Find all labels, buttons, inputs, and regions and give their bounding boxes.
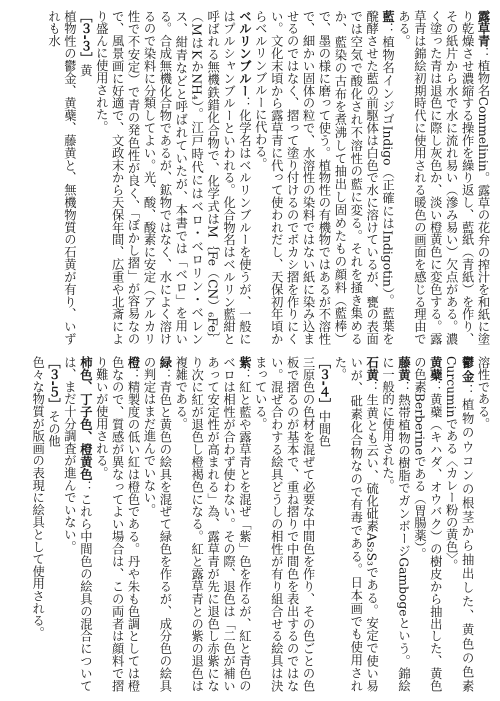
paragraph-text: 三原色の色材を混ぜて必要な中間色を作り、その色ごとの色板で摺るのが基本で、重ね摺りで中間色を表出するのではない。混ぜ合わする絵具どうしの相性が有り組合せる絵具は決まっている。 bbox=[253, 356, 316, 692]
term-heading: 橙 bbox=[126, 356, 141, 369]
term-heading: 藤黄 bbox=[396, 356, 411, 382]
term-heading: 柿色、丁子色、橙黄色 bbox=[78, 356, 93, 481]
term-heading: 緑 bbox=[157, 356, 172, 369]
term-heading: 紫 bbox=[237, 356, 252, 369]
paragraph-green bbox=[140, 356, 172, 692]
section-title: 黄 bbox=[78, 64, 93, 77]
paragraph-orpiment bbox=[331, 356, 379, 692]
paragraph-text: 植物性の鬱金、黄蘗、藤黄と、無機物質の石黄が有り、いずれも水 bbox=[46, 10, 77, 345]
term-heading: 鬱金 bbox=[460, 356, 475, 385]
paragraph-text: 色々な物質が版画の表現に絵具として使用される。 bbox=[30, 356, 45, 639]
paragraph-phellodendron bbox=[410, 356, 442, 692]
paragraph-tsuyukusa-blue bbox=[395, 10, 490, 345]
paragraph-orange bbox=[92, 356, 140, 692]
paragraph-text: ：植物名Commelinin。露草の花弁の搾汁を和紙に塗り乾燥させ濃縮する操作を繰り返し、藍紙（青紙）を作り、その紙片から水で水に流れ易い（滲み易い）欠点がある。濃く塗った青は退色に際し灰色か、淡い橙黄色に変色する。露草青は錦絵初期時代に使用される暖色の画面を感じる理由である。 bbox=[396, 10, 490, 345]
upper-text-block bbox=[10, 10, 490, 345]
paragraph-text: ：植物のウコンの根茎から抽出した、黄色の色素Curcuminである〈カレー粉の黄色〉。 bbox=[444, 356, 475, 692]
section-title: その他 bbox=[46, 410, 61, 448]
lower-text-block bbox=[10, 356, 490, 692]
paragraph-gamboge bbox=[379, 356, 411, 692]
paragraph-text: ：これら中間色の絵具の混合については、まだ十分調査が進んでいない。 bbox=[62, 356, 93, 692]
paragraph-yellow-intro-cont bbox=[474, 356, 490, 692]
term-heading: 黄蘗 bbox=[428, 356, 443, 381]
paragraph-text: ：黄蘗（キハダ、オウバク）の樹皮から抽出した、黄色の色素Berberineである（胃腸薬）。 bbox=[412, 356, 443, 692]
paragraph-turmeric bbox=[442, 356, 474, 692]
section-number: ［３-３］ bbox=[78, 10, 93, 65]
paragraph-text: ：熱帯植物の樹脂でガンボージGambogeという。錦絵に一般的に使用された。 bbox=[380, 356, 411, 692]
section-heading-3-3 bbox=[76, 10, 92, 345]
paragraph-berlin-blue bbox=[92, 10, 251, 345]
term-heading: ベルリンブルー bbox=[237, 10, 252, 97]
section-heading-3-4 bbox=[315, 356, 331, 692]
paragraph-text: 溶性である。 bbox=[476, 356, 490, 430]
section-number: ［３-４］ bbox=[316, 356, 331, 411]
paragraph-purple bbox=[172, 356, 252, 692]
paragraph-yellow-intro bbox=[45, 10, 77, 345]
term-heading: 藍 bbox=[380, 10, 395, 23]
paragraph-text: ：植物名インジゴIndigo（正確にはIndigotin）。藍葉を醗酵させた藍の前駆体は白色で水に溶けているが、甕の表面では空気で酸化され不溶性の藍に変る。それを掻き集めるか、藍染の古布を煮沸して抽出し固めたもの顔料（藍棒）で、墨の様に磨って使う。植物性の有機物ではあるが不溶性で、細かい固体の粒で、水溶性の染料ではない紙に染み込ませるのではなく、摺って塗り付けるのでボカシ摺を作りにくい。文化末頃から露草青に代って使われだし、天保初年頃からベルリンブルーに代わる。 bbox=[253, 10, 395, 345]
section-number: ［３-５］ bbox=[46, 356, 61, 411]
paragraph-indigo bbox=[251, 10, 394, 345]
paragraph-intermediate-intro bbox=[251, 356, 315, 692]
paragraph-text: ：青色と黄色の絵具を混ぜて緑色を作るが、成分色の絵具の判定はまだ進んでいない。 bbox=[141, 356, 172, 692]
section-heading-3-5 bbox=[45, 356, 61, 692]
term-heading: 露草青 bbox=[476, 10, 490, 48]
paragraph-other bbox=[29, 356, 45, 692]
paragraph-other-intermediates bbox=[61, 356, 93, 692]
section-title: 中間色 bbox=[316, 410, 331, 448]
paragraph-text: ：生黄とも云い、硫化砒素As₂S₃である。安定で使い易いが、砒素化合物なので有毒である。日本画でも使用された。 bbox=[332, 356, 379, 692]
paragraph-text: ：化学名はベルリンブルーを使うが、一般にはプルシャンブルーといわれる。化合物名はベルリン藍紺と呼ばれる無機鉄錯化合物で、化学式はM｛Fe（CN）₆Fe｝（MはKかNH₄）。江戸時代にはベロ・ベロリン・ベレンス、紺青などと呼ばれていたが、本書では「ベロ」を用いる。合成無機化合物であるが、鉱物ではなく、水によく溶けるので染料に分類してよい。光、酸、酸素に安定（アルカリ性で不安定）で青の発色性が良く、「ぼかし摺」が容易なので、風景画に好適で、文政末から天保年間、広重や北斎により盛んに使用された。 bbox=[94, 10, 252, 345]
paragraph-text: ：紅と藍や露草青とを混ぜ「紫」色を作るが、紅と青色のベロは相性が合わず使わない。その際、退色は「二色が補いあって安定性が高まれる」為、露草青が先に退色し赤紫になり次に紅が退色し橙褐色になる。紅と露草青との紫の退色は複雑である。 bbox=[173, 356, 252, 692]
paragraph-text: ：精製度の低い紅は橙色である。丹や朱も色調としては橙色なので、質感が異なってよい場合は、この両者は顔料で摺り難いが使用される。 bbox=[94, 356, 141, 692]
term-heading: 石黄 bbox=[364, 356, 379, 382]
